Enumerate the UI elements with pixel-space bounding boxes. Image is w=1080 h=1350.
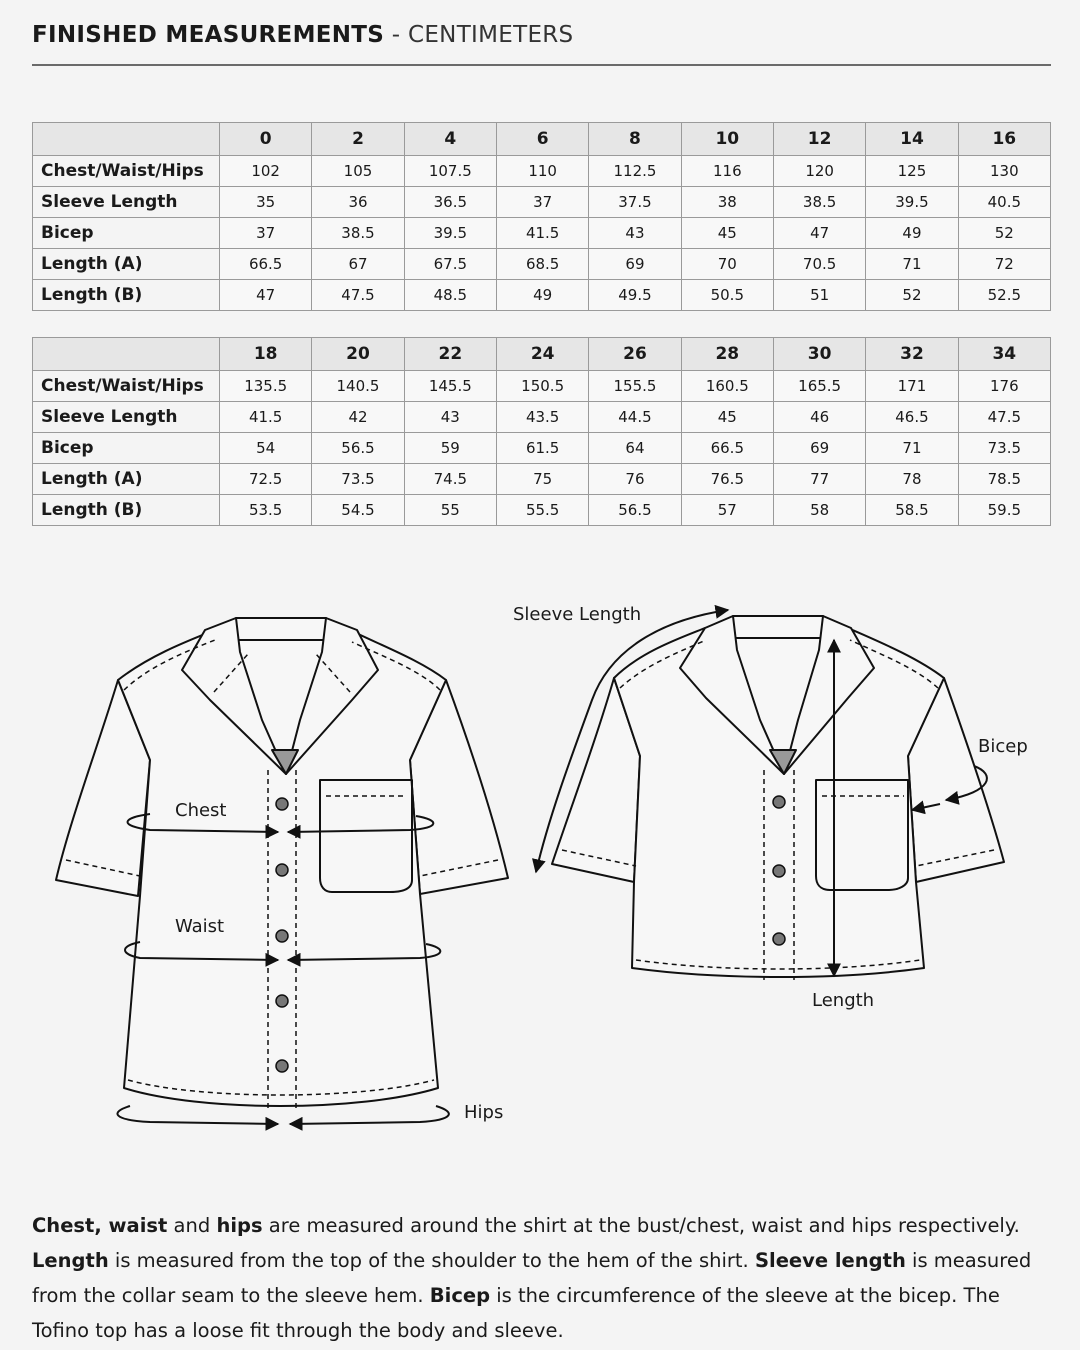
measurement-cell: 39.5 [404,218,496,249]
measurement-cell: 107.5 [404,156,496,187]
measurement-cell: 41.5 [220,402,312,433]
description-text: are measured around the shirt at the bust/chest, waist and hips respectively. [262,1213,1020,1237]
title-unit: - CENTIMETERS [384,22,574,48]
row-label: Length (B) [33,280,220,311]
measurement-cell: 135.5 [220,371,312,402]
row-label: Bicep [33,218,220,249]
table-row [33,402,1051,433]
size-header: 16 [958,123,1050,156]
size-header: 30 [773,338,865,371]
size-header: 32 [866,338,958,371]
measurement-cell: 55.5 [496,495,588,526]
measurement-cell: 66.5 [681,433,773,464]
label-length: Length [812,990,875,1011]
description-term: Sleeve length [754,1248,906,1272]
measurement-cell: 76 [589,464,681,495]
measurement-cell: 54 [220,433,312,464]
measurement-cell: 112.5 [589,156,681,187]
measurement-cell: 69 [589,249,681,280]
table-row [33,218,1051,249]
description-text: is measured from the top of the shoulder to the hem of the shirt. [108,1248,755,1272]
header-corner [33,338,220,371]
measurement-cell: 75 [496,464,588,495]
table-row [33,495,1051,526]
row-label: Length (B) [33,495,220,526]
measurement-cell: 53.5 [220,495,312,526]
measurement-cell: 56.5 [312,433,404,464]
measurement-cell: 155.5 [589,371,681,402]
measurement-cell: 67.5 [404,249,496,280]
measurement-cell: 125 [866,156,958,187]
measurement-cell: 56.5 [589,495,681,526]
measurement-description [32,1208,1032,1348]
measurement-cell: 160.5 [681,371,773,402]
measurement-cell: 36.5 [404,187,496,218]
table-header-row [33,338,1051,371]
measurement-cell: 48.5 [404,280,496,311]
measurement-cell: 43 [404,402,496,433]
size-header: 10 [681,123,773,156]
shirt-measurement-diagram [0,560,1080,1160]
label-chest: Chest [175,800,227,821]
row-label: Bicep [33,433,220,464]
measurement-cell: 43 [589,218,681,249]
description-term: Bicep [429,1283,491,1307]
measurement-cell: 61.5 [496,433,588,464]
measurement-cell: 58 [773,495,865,526]
page-title [32,22,573,48]
measurement-cell: 145.5 [404,371,496,402]
description-text: is measured from the collar seam to the sleeve hem. [32,1248,1032,1307]
measurement-cell: 72.5 [220,464,312,495]
measurement-cell: 73.5 [312,464,404,495]
measurement-cell: 78.5 [958,464,1050,495]
measurement-cell: 39.5 [866,187,958,218]
measurement-cell: 45 [681,218,773,249]
measurement-cell: 77 [773,464,865,495]
table-row [33,187,1051,218]
label-bicep: Bicep [978,736,1028,757]
measurement-cell: 110 [496,156,588,187]
size-header: 34 [958,338,1050,371]
measurement-cell: 70 [681,249,773,280]
measurement-cell: 67 [312,249,404,280]
measurement-cell: 150.5 [496,371,588,402]
measurement-cell: 102 [220,156,312,187]
measurement-cell: 105 [312,156,404,187]
size-header: 0 [220,123,312,156]
measurement-cell: 72 [958,249,1050,280]
measurement-cell: 52 [866,280,958,311]
size-header: 22 [404,338,496,371]
measurement-cell: 47 [220,280,312,311]
row-label: Length (A) [33,464,220,495]
measurement-cell: 47.5 [312,280,404,311]
measurement-cell: 64 [589,433,681,464]
size-header: 8 [589,123,681,156]
measurement-cell: 58.5 [866,495,958,526]
table-row [33,249,1051,280]
measurement-cell: 41.5 [496,218,588,249]
measurement-cell: 38.5 [773,187,865,218]
header-corner [33,123,220,156]
row-label: Sleeve Length [33,402,220,433]
row-label: Length (A) [33,249,220,280]
measurement-cell: 165.5 [773,371,865,402]
size-header: 12 [773,123,865,156]
size-header: 26 [589,338,681,371]
measurement-cell: 71 [866,249,958,280]
size-header: 24 [496,338,588,371]
measurement-cell: 51 [773,280,865,311]
measurement-cell: 66.5 [220,249,312,280]
description-text: and [167,1213,217,1237]
description-term: hips [216,1213,263,1237]
measurement-cell: 68.5 [496,249,588,280]
measurement-cell: 176 [958,371,1050,402]
label-waist: Waist [175,916,225,937]
measurement-cell: 49 [866,218,958,249]
measurement-cell: 171 [866,371,958,402]
measurement-cell: 43.5 [496,402,588,433]
measurement-cell: 45 [681,402,773,433]
table-row [33,371,1051,402]
measurement-cell: 35 [220,187,312,218]
row-label: Chest/Waist/Hips [33,371,220,402]
size-header: 4 [404,123,496,156]
measurement-cell: 78 [866,464,958,495]
description-term: Chest, waist [32,1213,168,1237]
measurement-cell: 74.5 [404,464,496,495]
measurement-cell: 37 [496,187,588,218]
measurement-cell: 46 [773,402,865,433]
measurement-cell: 57 [681,495,773,526]
measurement-cell: 47.5 [958,402,1050,433]
measurement-cell: 71 [866,433,958,464]
measurement-cell: 130 [958,156,1050,187]
measurement-cell: 40.5 [958,187,1050,218]
measurement-cell: 47 [773,218,865,249]
table-row [33,464,1051,495]
measurement-cell: 76.5 [681,464,773,495]
table-row [33,156,1051,187]
measurement-cell: 54.5 [312,495,404,526]
title-divider [32,64,1051,66]
measurement-cell: 52.5 [958,280,1050,311]
measurement-cell: 140.5 [312,371,404,402]
measurement-cell: 52 [958,218,1050,249]
size-header: 14 [866,123,958,156]
measurement-cell: 55 [404,495,496,526]
measurement-cell: 59.5 [958,495,1050,526]
description-text: is the circumference of the sleeve at the bicep. The Tofino top has a loose fit through the body and sleeve. [32,1283,1000,1342]
measurement-cell: 120 [773,156,865,187]
table-row [33,280,1051,311]
shirt-long-illustration [56,618,508,1106]
measurement-cell: 38.5 [312,218,404,249]
size-header: 6 [496,123,588,156]
row-label: Sleeve Length [33,187,220,218]
size-header: 28 [681,338,773,371]
label-sleeve-length: Sleeve Length [513,604,642,625]
measurement-cell: 37 [220,218,312,249]
size-header: 20 [312,338,404,371]
label-hips: Hips [464,1102,504,1123]
measurement-cell: 50.5 [681,280,773,311]
measurement-cell: 116 [681,156,773,187]
table-header-row [33,123,1051,156]
measurement-table-sizes-18-34 [32,337,1051,526]
measurement-cell: 69 [773,433,865,464]
measurement-cell: 59 [404,433,496,464]
size-header: 18 [220,338,312,371]
table-row [33,433,1051,464]
measurement-cell: 44.5 [589,402,681,433]
measurement-cell: 38 [681,187,773,218]
title-main: FINISHED MEASUREMENTS [32,22,385,48]
measurement-cell: 42 [312,402,404,433]
row-label: Chest/Waist/Hips [33,156,220,187]
measurement-table-sizes-0-16 [32,122,1051,311]
measurement-cell: 36 [312,187,404,218]
description-term: Length [32,1248,109,1272]
measurement-cell: 46.5 [866,402,958,433]
measurement-cell: 49.5 [589,280,681,311]
measurement-cell: 49 [496,280,588,311]
size-header: 2 [312,123,404,156]
measurement-cell: 73.5 [958,433,1050,464]
measurement-cell: 70.5 [773,249,865,280]
measurement-cell: 37.5 [589,187,681,218]
